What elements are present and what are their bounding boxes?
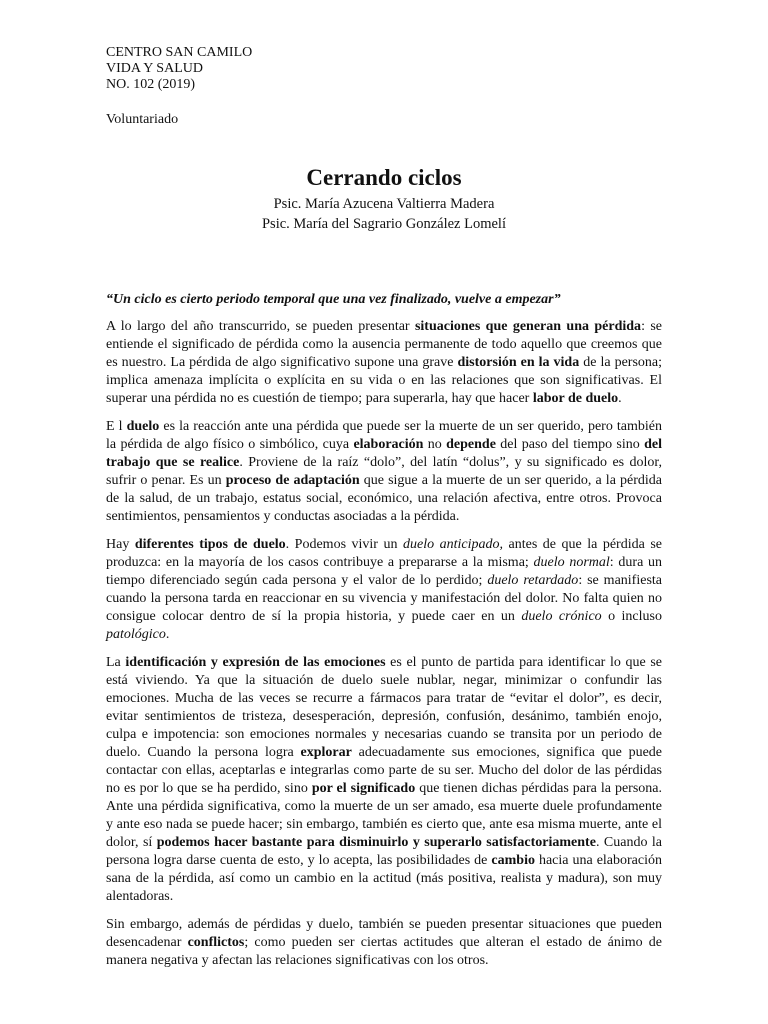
text-run: o incluso: [601, 609, 662, 624]
body-paragraph: [106, 418, 662, 526]
text-run: E l: [106, 419, 127, 434]
article-body: [106, 318, 662, 980]
bold-text: duelo: [126, 419, 160, 434]
italic-text: duelo normal: [533, 555, 610, 570]
header-org-name: CENTRO SAN CAMILO: [106, 45, 253, 60]
text-run: que tienen dichas pérdidas para la persona. Ante una pérdida significativa, como la muerte de un ser amado, esa muerte duele profundamente y ante eso nada se puede hacer; sin embargo, también es cierto que, ante esa misma muerte, ante el dolor, sí: [106, 781, 662, 850]
bold-text: conflictos: [187, 935, 245, 950]
text-run: A lo largo del año transcurrido, se pueden presentar: [106, 319, 415, 334]
text-run: La: [106, 655, 126, 670]
text-run: Hay: [106, 537, 135, 552]
text-run: es el punto de partida para identificar lo que se está viviendo. Ya que la situación de duelo suele nublar, negar, minimizar o confundir las emociones. Mucha de las veces se recurre a fármacos para tratar de “evitar el dolor”, es decir, evitar sentimientos de tristeza, desesperación, depresión, confusión, desánimo, también enojo, culpa e impotencia: son emociones normales y necesarias cuando se transita por un periodo de duelo. Cuando la persona logra: [106, 655, 662, 760]
bold-text: podemos hacer bastante para disminuirlo y superarlo satisfactoriamente: [156, 835, 596, 850]
text-run: no: [423, 437, 447, 452]
bold-text: identificación y expresión de las emociones: [125, 655, 386, 670]
text-run: .: [165, 627, 170, 642]
text-run: . Cuando la persona logra darse cuenta de esto, y lo acepta, las posibilidades de: [106, 835, 662, 868]
bold-text: explorar: [300, 745, 352, 760]
body-paragraph: [106, 318, 662, 408]
text-run: . Podemos vivir un: [285, 537, 403, 552]
text-run: Sin embargo, además de pérdidas y duelo, también se pueden presentar situaciones que pueden desencadenar: [106, 917, 662, 950]
author-1: Psic. María Azucena Valtierra Madera: [273, 196, 495, 212]
text-run: de la persona; implica amenaza implícita o explícita en su vida o en las relaciones que son significativas. El superar una pérdida no es cuestión de tiempo; para superarla, hay que hacer: [106, 355, 662, 406]
author-2: Psic. María del Sagrario González Lomelí: [261, 216, 506, 232]
bold-text: diferentes tipos de duelo: [134, 537, 286, 552]
italic-text: patológico: [106, 627, 166, 642]
text-run: : se manifiesta cuando la persona tarda en reaccionar en su vivencia y manifestación del dolor. No falta quien no consigue colocar dentro de sí la propia historia, y puede caer en un: [106, 573, 662, 624]
header-issue-number: NO. 102 (2019): [106, 77, 196, 92]
italic-text: duelo retardado: [487, 573, 579, 588]
bold-text: por el significado: [311, 781, 416, 796]
header-org-subtitle: VIDA Y SALUD: [106, 61, 203, 76]
text-run: es la reacción ante una pérdida que puede ser la muerte de un ser querido, pero también la pérdida de algo físico o simbólico, cuya: [106, 419, 662, 452]
bold-text: cambio: [491, 853, 535, 868]
bold-text: elaboración: [353, 437, 424, 452]
text-run: hacia una elaboración sana de la pérdida, así como un cambio en la actitud (más positiva, realista y madura), son muy alentadoras.: [106, 853, 663, 904]
section-label: Voluntariado: [106, 112, 179, 127]
italic-text: duelo anticipado,: [403, 537, 503, 552]
bold-text: situaciones que generan una pérdida: [414, 319, 642, 334]
text-run: .: [618, 391, 622, 406]
bold-text: labor de duelo: [532, 391, 619, 406]
italic-text: duelo crónico: [521, 609, 602, 624]
body-paragraph: [106, 916, 662, 970]
text-run: antes de que la pérdida se produzca: en la mayoría de los casos contribuye a prepararse a la misma;: [106, 537, 662, 570]
text-run: que sigue a la muerte de un ser querido, a la pérdida de la salud, de un trabajo, estatus social, económico, una relación afectiva, entre otros. Provoca sentimientos, pensamientos y conductas asociadas a la pérdida.: [106, 473, 662, 524]
bold-text: distorsión en la vida: [457, 355, 580, 370]
bold-text: del trabajo que se realice: [106, 437, 663, 470]
text-run: . Proviene de la raíz “dolo”, del latín “dolus”, y su significado es dolor, sufrir o penar. Es un: [106, 455, 662, 488]
body-paragraph: [106, 536, 662, 644]
text-run: del paso del tiempo sino: [495, 437, 645, 452]
text-run: ; como pueden ser ciertas actitudes que alteran el estado de ánimo de manera negativa y afectan las relaciones significativas con los otros.: [106, 935, 662, 968]
body-paragraph: [106, 654, 662, 906]
bold-text: proceso de adaptación: [225, 473, 360, 488]
article-title: Cerrando ciclos: [306, 165, 462, 190]
text-run: : se entiende el significado de pérdida como la ausencia permanente de todo aquello que creemos que es nuestro. La pérdida de algo significativo supone una grave: [106, 319, 662, 370]
epigraph-quote: “Un ciclo es cierto periodo temporal que una vez finalizado, vuelve a empezar”: [106, 292, 561, 307]
text-run: : dura un tiempo diferenciado según cada persona y el valor de lo perdido;: [106, 555, 662, 588]
bold-text: depende: [446, 437, 496, 452]
text-run: adecuadamente sus emociones, significa que puede contactar con ellas, aceptarlas e integrarlas como parte de su ser. Mucho del dolor de las pérdidas no es por lo que se ha perdido, sino: [106, 745, 663, 796]
document-header: [106, 45, 252, 93]
